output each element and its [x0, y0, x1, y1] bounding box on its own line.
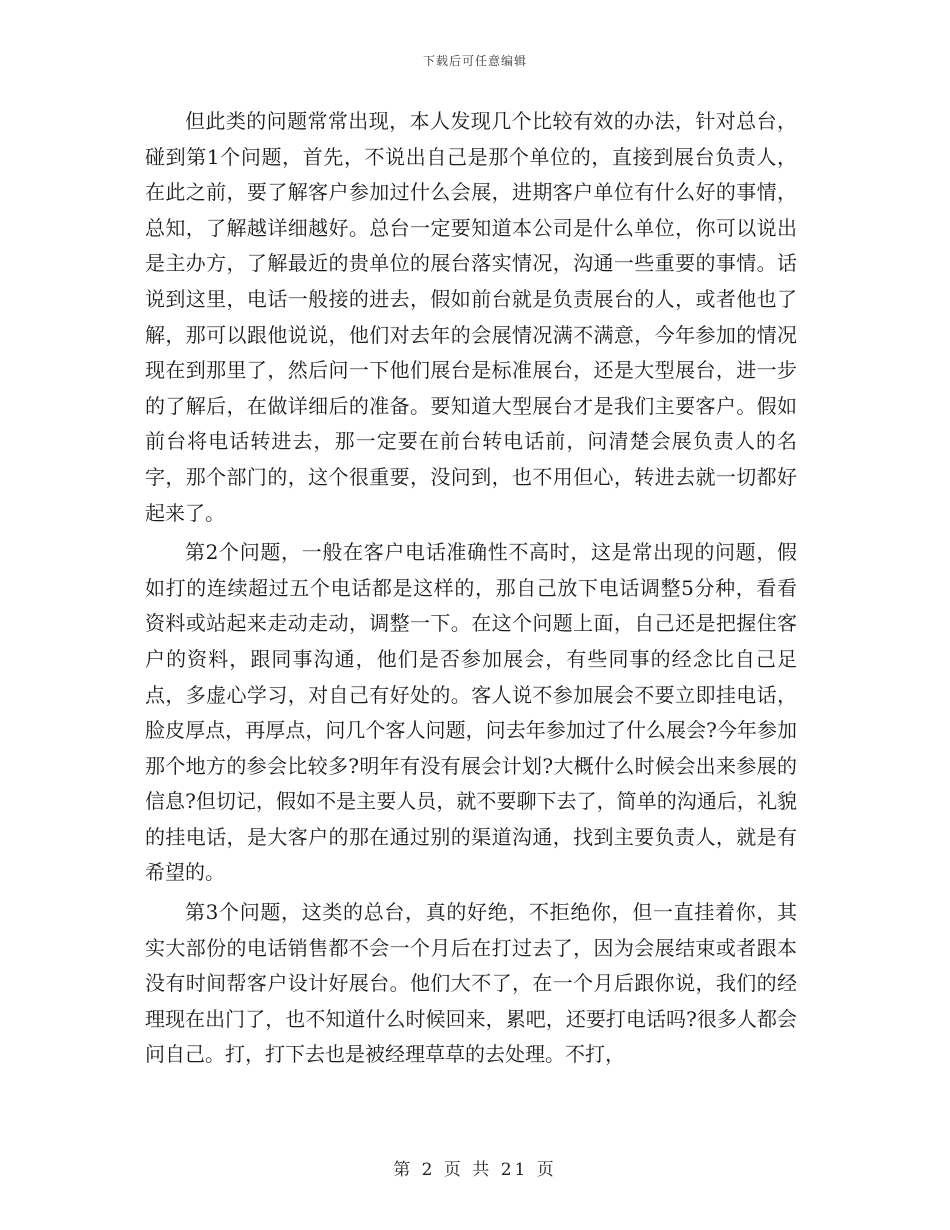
document-body — [145, 104, 797, 1073]
paragraph-3: 第3个问题，这类的总台，真的好绝，不拒绝你，但一直挂着你，其实大部份的电话销售都不会一个月后在打过去了，因为会展结束或者跟本没有时间帮客户设计好展台。他们大不了，在一个月后跟你说，我们的经理现在出门了，也不知道什么时候回来，累吧，还要打电话吗?很多人都会问自己。打，打下去也是被经理草草的去处理。不打， — [145, 900, 797, 1067]
paragraph-1: 但此类的问题常常出现，本人发现几个比较有效的办法，针对总台，碰到第1个问题，首先，不说出自己是那个单位的，直接到展台负责人，在此之前，要了解客户参加过什么会展，进期客户单位有什么好的事情，总知，了解越详细越好。总台一定要知道本公司是什么单位，你可以说出是主办方，了解最近的贵单位的展台落实情况，沟通一些重要的事情。话说到这里，电话一般接的进去，假如前台就是负责展台的人，或者他也了解，那可以跟他说说，他们对去年的会展情况满不满意，今年参加的情况现在到那里了，然后问一下他们展台是标准展台，还是大型展台，进一步的了解后，在做详细后的准备。要知道大型展台才是我们主要客户。假如前台将电话转进去，那一定要在前台转电话前，问清楚会展负责人的名字，那个部门的，这个很重要，没问到，也不用但心，转进去就一切都好起来了。 — [145, 109, 797, 525]
paragraph-2: 第2个问题，一般在客户电话准确性不高时，这是常出现的问题，假如打的连续超过五个电话都是这样的，那自己放下电话调整5分种，看看资料或站起来走动走动，调整一下。在这个问题上面，自己还是把握住客户的资料，跟同事沟通，他们是否参加展会，有些同事的经念比自己足点，多虚心学习，对自己有好处的。客人说不参加展会不要立即挂电话，脸皮厚点，再厚点，问几个客人问题，问去年参加过了什么展会?今年参加那个地方的参会比较多?明年有没有展会计划?大概什么时候会出来参展的信息?但切记，假如不是主要人员，就不要聊下去了，简单的沟通后，礼貌的挂电话，是大客户的那在通过别的渠道沟通，找到主要负责人，就是有希望的。 — [145, 540, 797, 885]
page-number-footer: 第 2 页 共 21 页 — [393, 1160, 557, 1180]
page-header: 下载后可任意编辑 — [422, 54, 527, 68]
